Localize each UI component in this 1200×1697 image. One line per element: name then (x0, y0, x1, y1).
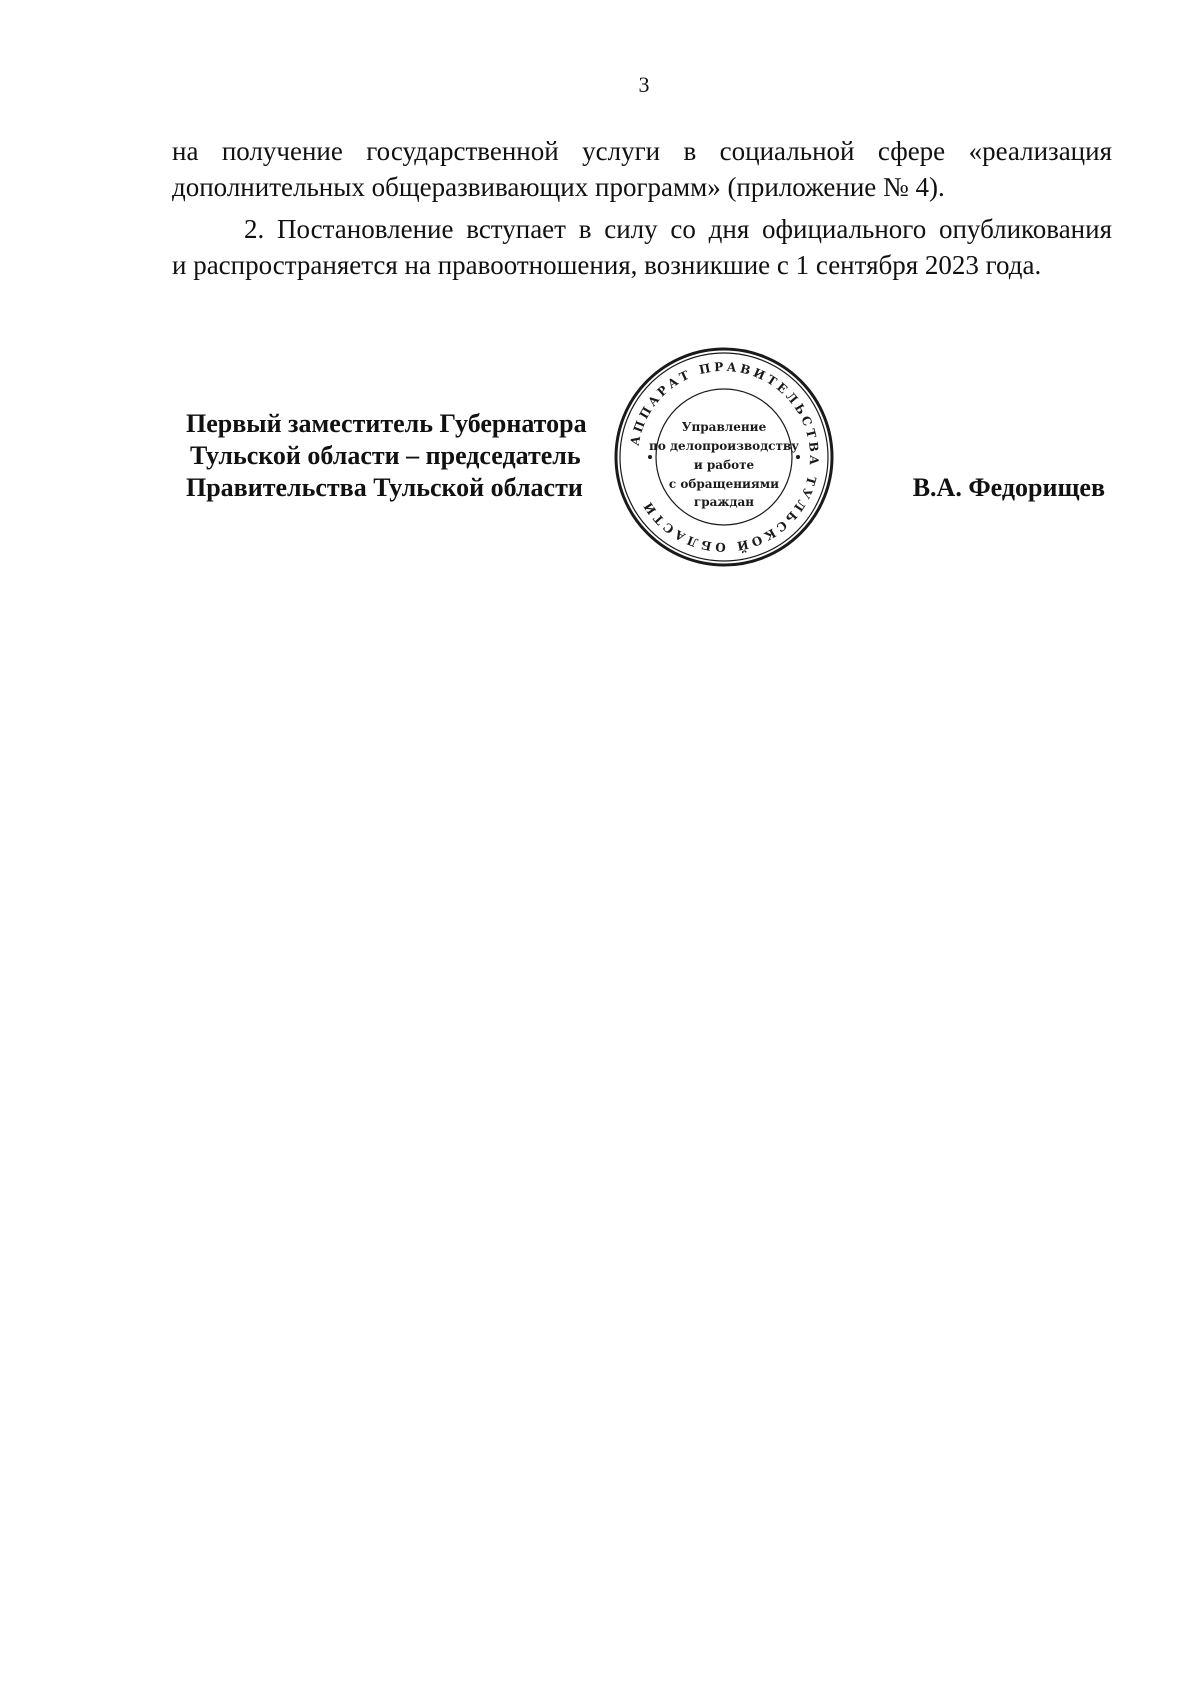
page-number: 3 (638, 72, 650, 97)
seal-inner-line-4: с обращениями (668, 477, 780, 491)
seal-graphic (613, 346, 835, 568)
signatory-name: В.А. Федорищев (912, 473, 1105, 502)
paragraph-2-line-1: 2. Постановление вступает в силу со дня официального опубликования (244, 214, 1112, 244)
seal-outer-text: АППАРАТ ПРАВИТЕЛЬСТВА ТУЛЬСКОЙ ОБЛАСТИ (627, 359, 822, 555)
seal-inner-line-3: и работе (693, 458, 755, 472)
seal-inner-line-1: Управление (681, 420, 767, 434)
signatory-title-line-2: Тульской области – председатель (190, 441, 581, 470)
signatory-title (186, 408, 587, 504)
official-seal (613, 346, 835, 568)
paragraph-1-line-2: дополнительных общеразвивающих программ» (приложение № 4). (172, 172, 945, 202)
seal-inner-line-5: граждан (693, 495, 755, 509)
seal-inner-line-2: по делопроизводству (649, 439, 799, 453)
paragraph-2 (172, 211, 1112, 283)
signatory-title-line-1: Первый заместитель Губернатора (186, 409, 587, 438)
paragraph-1 (172, 133, 1112, 205)
signatory-title-line-3: Правительства Тульской области (186, 473, 583, 502)
paragraph-2-line-2: и распространяется на правоотношения, возникшие с 1 сентября 2023 года. (172, 250, 1042, 280)
paragraph-1-line-1: на получение государственной услуги в социальной сфере «реализация (172, 136, 1112, 166)
